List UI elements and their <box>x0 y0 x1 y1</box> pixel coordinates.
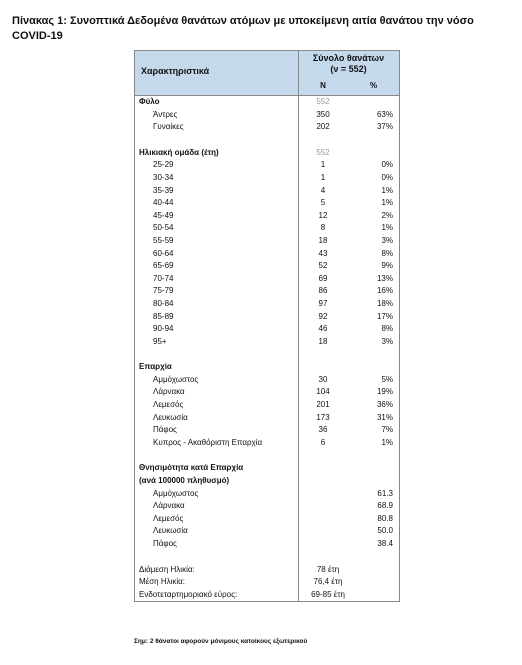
summary-value: 69-85 έτη <box>311 589 345 599</box>
table-row <box>135 235 399 248</box>
row-pct: 3% <box>381 336 393 346</box>
header-characteristics: Χαρακτηριστικά <box>141 66 210 76</box>
table-row <box>135 399 399 412</box>
row-pct: 37% <box>376 122 393 132</box>
row-n: 86 <box>318 286 328 296</box>
row-value: 38.4 <box>377 539 393 548</box>
table-row <box>135 172 399 185</box>
summary-label: Μέση Ηλικία: <box>139 577 186 587</box>
row-pct: 9% <box>381 261 393 271</box>
table-row <box>135 298 399 311</box>
header-total-line1: Σύνολο θανάτων <box>312 53 385 63</box>
table-row <box>135 374 399 387</box>
table-row <box>135 437 399 450</box>
table-row <box>135 273 399 286</box>
section-total: 552 <box>316 97 330 106</box>
row-n: 43 <box>318 248 328 258</box>
table-row <box>135 488 399 501</box>
row-label: Πάφος <box>153 539 177 548</box>
row-value: 80.8 <box>377 513 393 523</box>
table-header <box>135 51 399 96</box>
table-row <box>135 513 399 526</box>
table-row <box>135 121 399 134</box>
row-pct: 17% <box>376 311 393 321</box>
table-row <box>135 412 399 425</box>
row-label: 30-34 <box>153 172 174 182</box>
row-pct: 19% <box>376 387 393 397</box>
table-row <box>135 285 399 298</box>
section-sublabel: (ανά 100000 πληθυσμό) <box>139 476 230 486</box>
row-label: Άντρες <box>153 109 178 119</box>
row-n: 8 <box>320 223 326 233</box>
row-label: Λευκωσία <box>153 412 188 422</box>
table-row <box>135 336 399 349</box>
row-label: 50-54 <box>153 223 174 233</box>
summary-label: Διάμεση Ηλικία: <box>139 564 195 574</box>
summary-label: Ενδοτεταρτημοριακό εύρος: <box>139 589 238 599</box>
row-n: 92 <box>318 311 328 321</box>
row-n: 201 <box>316 400 330 410</box>
table-row <box>135 222 399 235</box>
section-mortality <box>135 462 399 475</box>
row-n: 5 <box>320 198 326 208</box>
table-body <box>135 96 399 601</box>
row-label: 80-84 <box>153 298 174 308</box>
header-total <box>298 53 399 75</box>
table-row <box>135 159 399 172</box>
table-row <box>135 500 399 513</box>
row-label: Λάρνακα <box>153 387 185 397</box>
row-label: 55-59 <box>153 235 174 245</box>
row-pct: 5% <box>381 374 393 384</box>
row-n: 18 <box>318 336 328 346</box>
table-row <box>135 323 399 336</box>
row-n: 350 <box>316 109 330 119</box>
row-value: 50.0 <box>377 526 393 536</box>
summary-value: 78 έτη <box>316 564 340 574</box>
row-pct: 13% <box>376 273 393 283</box>
row-pct: 1% <box>381 437 393 447</box>
row-label: Λευκωσία <box>153 526 188 536</box>
table-title: Πίνακας 1: Συνοπτικά Δεδομένα θανάτων ατόμων με υποκείμενη αιτία θανάτου την νόσο COVID-19 <box>12 15 474 42</box>
summary-table <box>134 50 400 602</box>
row-label: Αμμόχωστος <box>153 488 199 498</box>
row-n: 1 <box>320 172 326 182</box>
row-label: Αμμόχωστος <box>153 374 199 384</box>
summary-value: 76,4 έτη <box>313 577 343 587</box>
table-row <box>135 260 399 273</box>
row-label: 70-74 <box>153 273 174 283</box>
table-row <box>135 525 399 538</box>
section-mortality-sub <box>135 475 399 488</box>
row-label: Λεμεσός <box>153 513 184 523</box>
row-n: 202 <box>316 122 330 132</box>
row-pct: 18% <box>376 298 393 308</box>
row-pct: 1% <box>381 223 393 233</box>
row-label: 95+ <box>153 336 167 346</box>
row-value: 61.3 <box>377 488 393 498</box>
row-value: 68.9 <box>377 501 393 511</box>
table-row <box>135 185 399 198</box>
row-n: 18 <box>318 235 328 245</box>
row-pct: 1% <box>381 185 393 195</box>
row-pct: 36% <box>376 400 393 410</box>
section-total: 552 <box>316 147 330 157</box>
summary-row <box>135 589 399 602</box>
row-n: 46 <box>318 324 328 334</box>
row-label: 85-89 <box>153 311 174 321</box>
row-n: 30 <box>318 374 328 384</box>
row-n: 104 <box>316 387 330 397</box>
row-label: 90-94 <box>153 324 174 334</box>
row-label: 60-64 <box>153 248 174 258</box>
row-pct: 16% <box>376 286 393 296</box>
section-sex <box>135 96 399 109</box>
row-label: Πάφος <box>153 425 177 435</box>
row-label: Γυναίκες <box>153 122 184 132</box>
row-label: 40-44 <box>153 198 174 208</box>
row-n: 4 <box>320 185 326 195</box>
row-label: 35-39 <box>153 185 174 195</box>
summary-row <box>135 564 399 577</box>
row-label: Κυπρος - Ακαθόριστη Επαρχία <box>153 437 263 447</box>
row-label: 75-79 <box>153 286 174 296</box>
row-n: 36 <box>318 425 328 435</box>
row-pct: 63% <box>376 109 393 119</box>
table-row <box>135 538 399 551</box>
row-n: 52 <box>318 261 328 271</box>
row-label: Λάρνακα <box>153 501 185 511</box>
row-n: 69 <box>318 273 328 283</box>
row-n: 6 <box>320 437 326 447</box>
table-row <box>135 197 399 210</box>
row-n: 1 <box>320 160 326 170</box>
summary-row <box>135 576 399 589</box>
row-pct: 3% <box>381 235 393 245</box>
row-pct: 8% <box>381 324 393 334</box>
row-pct: 31% <box>376 412 393 422</box>
row-n: 12 <box>318 210 328 220</box>
row-n: 97 <box>318 298 328 308</box>
table-row <box>135 248 399 261</box>
row-label: Λεμεσός <box>153 400 184 410</box>
section-district <box>135 361 399 374</box>
table-row <box>135 210 399 223</box>
header-total-line2: (ν = 552) <box>330 64 367 74</box>
row-pct: 2% <box>381 210 393 220</box>
header-pct: % <box>369 81 378 90</box>
section-label: Θνησιμότητα κατά Επαρχία <box>139 463 244 473</box>
table-row <box>135 311 399 324</box>
row-n: 173 <box>316 412 330 422</box>
row-label: 45-49 <box>153 210 174 220</box>
row-pct: 0% <box>381 172 393 182</box>
row-pct: 7% <box>381 425 393 435</box>
row-label: 25-29 <box>153 160 174 170</box>
row-pct: 1% <box>381 198 393 208</box>
table-row <box>135 424 399 437</box>
section-label: Επαρχία <box>139 362 172 372</box>
section-age <box>135 147 399 160</box>
row-pct: 8% <box>381 248 393 258</box>
footnote: Σημ: 2 θάνατοι αφορούν μόνιμους κατοίκους εξωτερικού <box>134 638 308 645</box>
table-row <box>135 386 399 399</box>
row-pct: 0% <box>381 160 393 170</box>
header-n: Ν <box>320 81 326 90</box>
section-label: Ηλικιακή ομάδα (έτη) <box>139 147 219 157</box>
section-label: Φύλο <box>139 97 160 106</box>
table-row <box>135 109 399 122</box>
row-label: 65-69 <box>153 261 174 271</box>
